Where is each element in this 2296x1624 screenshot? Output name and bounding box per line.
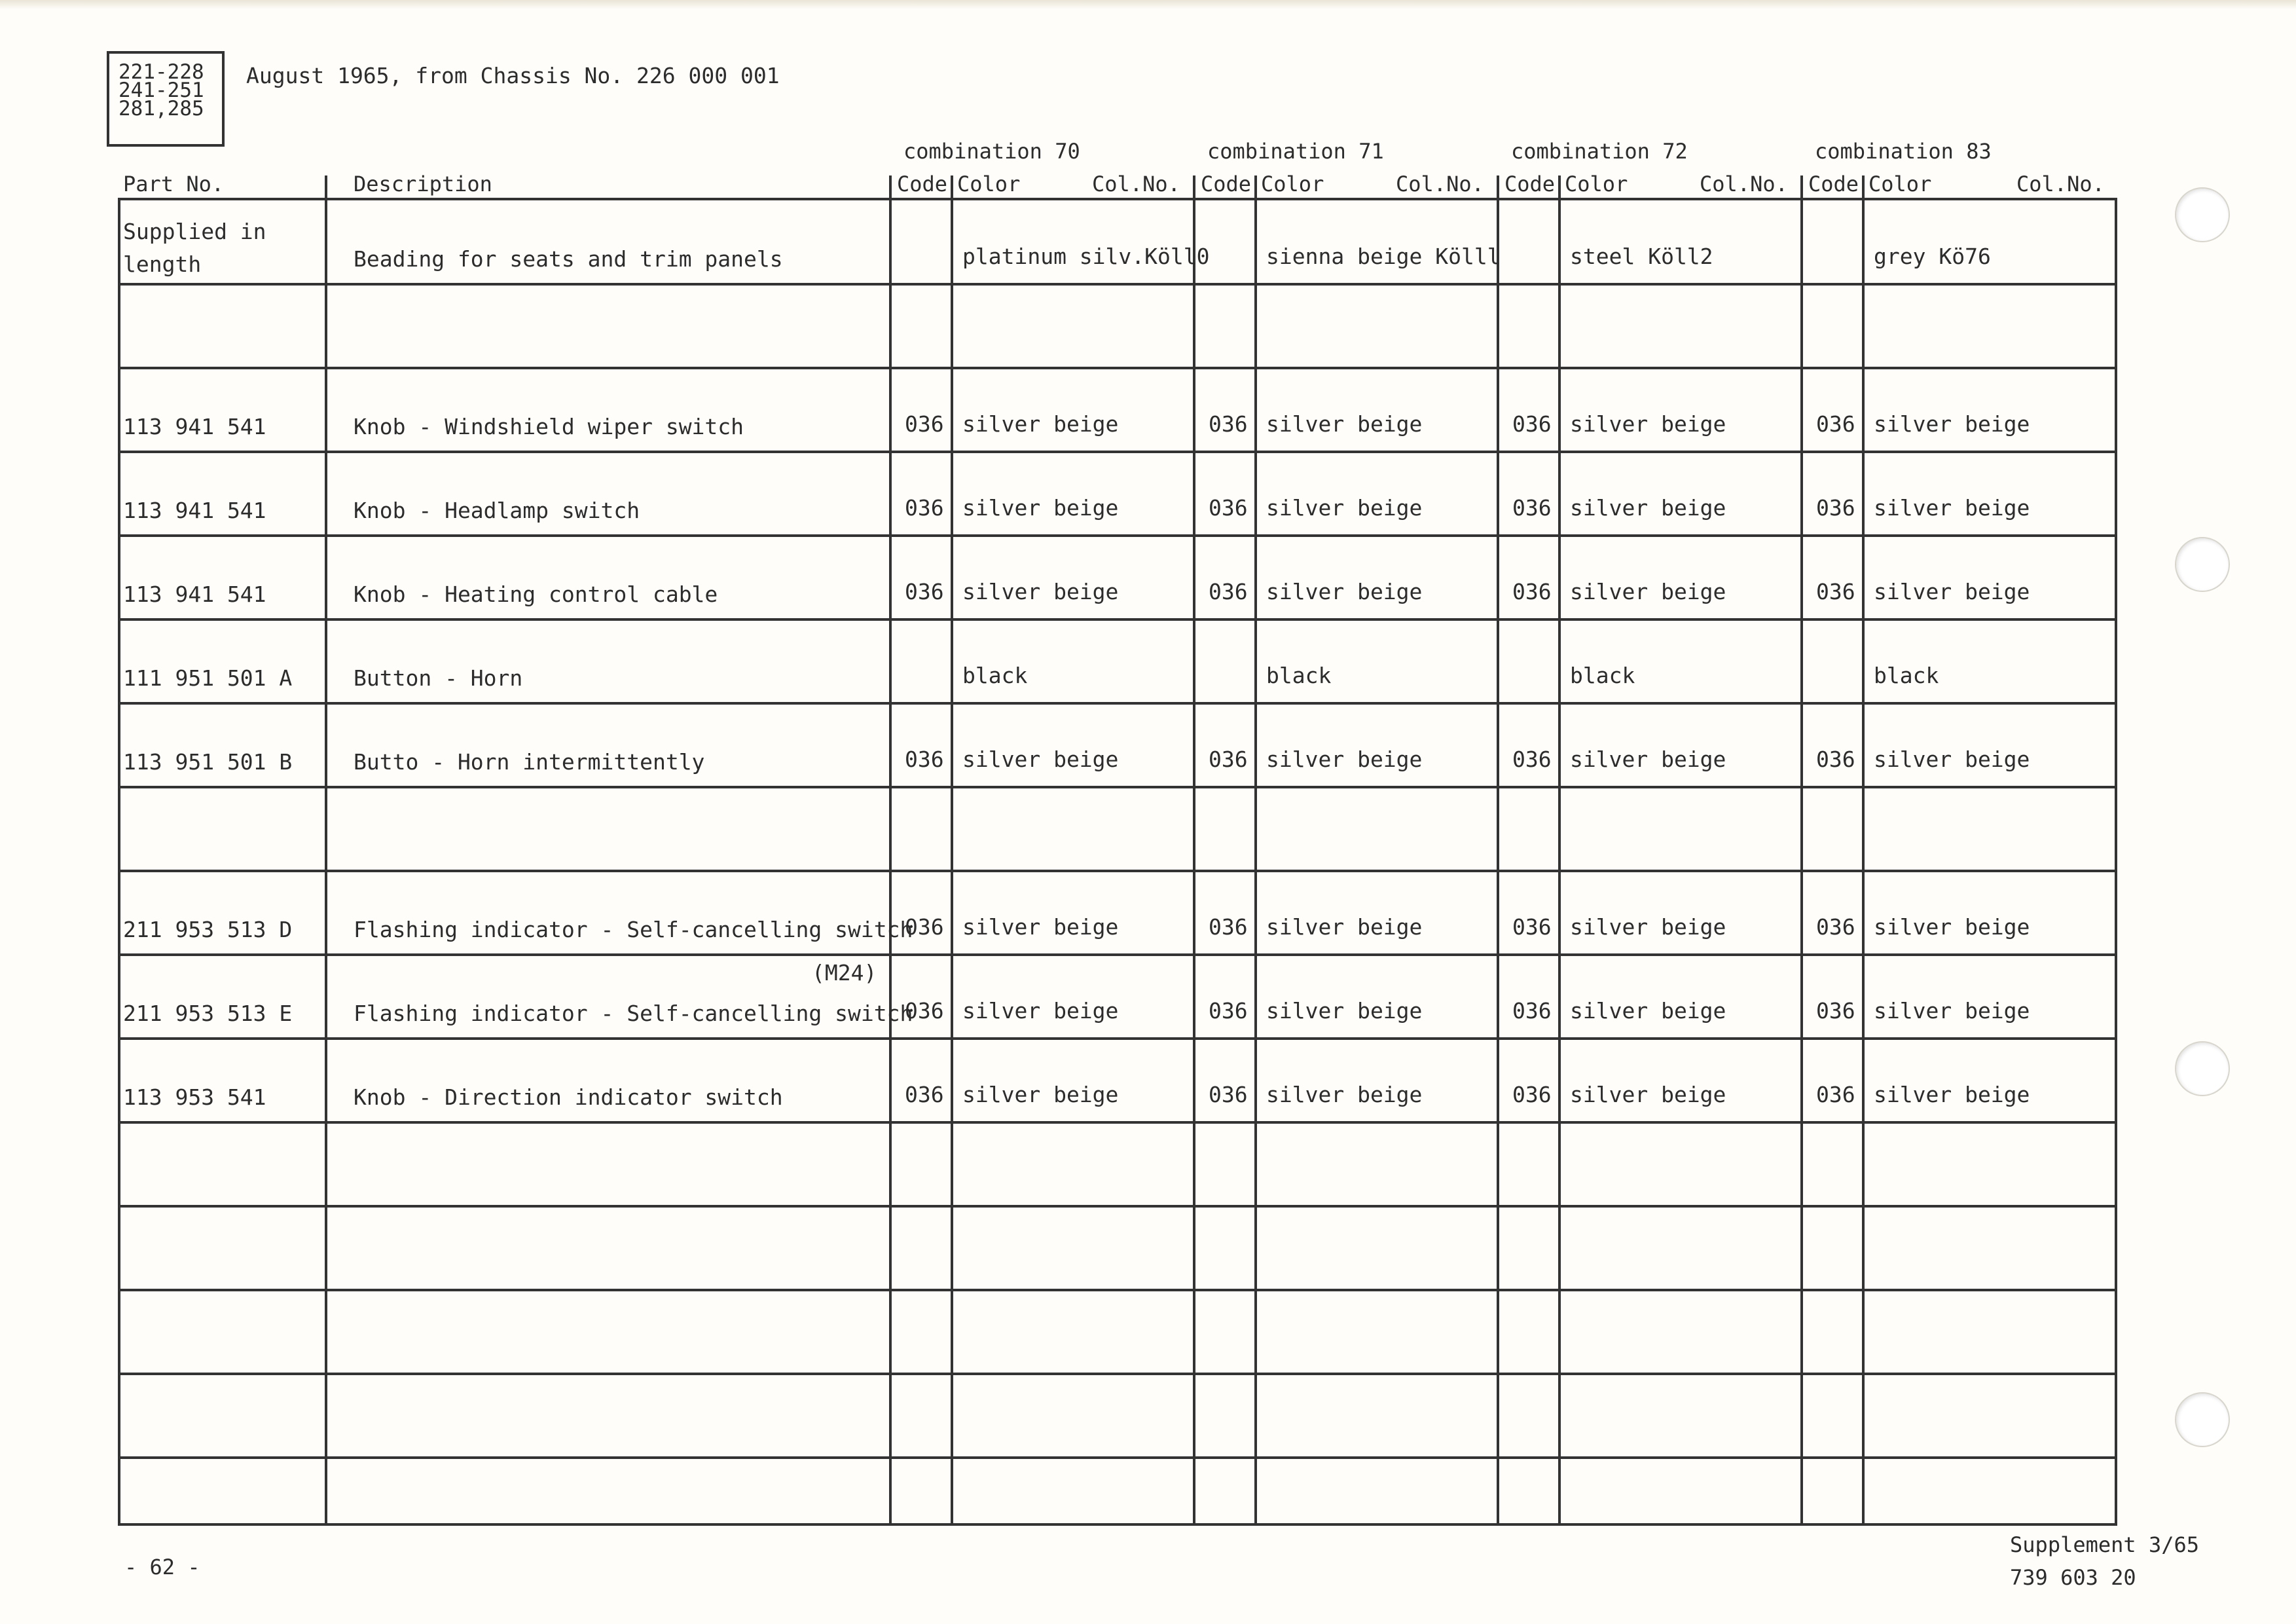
column-divider [1254, 175, 1257, 1526]
row-divider [118, 870, 2117, 872]
color-name: black [1874, 663, 1939, 688]
column-divider [951, 175, 953, 1526]
color-code: 036 [1209, 1082, 1248, 1107]
colno-heading: Col.No. [1092, 172, 1180, 196]
color-code: 036 [1816, 411, 1855, 437]
color-code: 036 [1816, 998, 1855, 1024]
color-name: grey Kö76 [1874, 244, 1991, 269]
color-name: silver beige [1266, 1082, 1423, 1107]
color-name: silver beige [1570, 1082, 1726, 1107]
color-name: silver beige [1570, 747, 1726, 772]
description: Butto - Horn intermittently [354, 749, 705, 775]
model-range-box [107, 51, 225, 147]
color-code: 036 [905, 579, 944, 604]
column-divider [1193, 175, 1195, 1526]
color-code: 036 [1816, 495, 1855, 521]
punch-hole [2175, 187, 2230, 242]
row-divider [118, 1289, 2117, 1291]
color-name: platinum silv.Köll0 [962, 244, 1210, 269]
model-line: 241-251 [118, 79, 204, 102]
part-number: 113 941 541 [123, 414, 266, 439]
color-code: 036 [905, 495, 944, 521]
color-code: 036 [1816, 747, 1855, 772]
part-number: length [123, 251, 202, 277]
row-divider [118, 451, 2117, 453]
color-code: 036 [905, 411, 944, 437]
color-code: 036 [1512, 1082, 1552, 1107]
model-line: 221-228 [118, 60, 204, 84]
color-name: silver beige [1266, 411, 1423, 437]
color-code: 036 [1816, 914, 1855, 940]
code-heading: Code [897, 172, 948, 196]
part-number: 113 951 501 B [123, 749, 293, 775]
part-number: 111 951 501 A [123, 665, 293, 691]
color-code: 036 [905, 998, 944, 1024]
description: Flashing indicator - Self-cancelling switch [354, 917, 913, 942]
color-name: silver beige [1874, 495, 2030, 521]
color-name: silver beige [1874, 914, 2030, 940]
description: Knob - Heating control cable [354, 581, 718, 607]
column-divider [1558, 175, 1561, 1526]
color-name: silver beige [1874, 579, 2030, 604]
color-name: silver beige [1874, 411, 2030, 437]
validity-header: August 1965, from Chassis No. 226 000 001 [246, 63, 780, 88]
color-code: 036 [905, 914, 944, 940]
document-number: 739 603 20 [2010, 1565, 2136, 1590]
color-code: 036 [1512, 411, 1552, 437]
code-heading: Code [1504, 172, 1556, 196]
row-divider [118, 702, 2117, 705]
part-number: 113 941 541 [123, 581, 266, 607]
color-name: silver beige [1874, 998, 2030, 1024]
combination-title: combination 71 [1207, 139, 1384, 164]
color-code: 036 [1816, 579, 1855, 604]
column-divider [325, 175, 327, 1526]
colno-heading: Col.No. [2016, 172, 2105, 196]
color-name: black [962, 663, 1028, 688]
color-name: silver beige [1874, 1082, 2030, 1107]
row-divider [118, 1373, 2117, 1375]
color-code: 036 [1512, 579, 1552, 604]
color-name: silver beige [962, 747, 1119, 772]
color-name: silver beige [1570, 411, 1726, 437]
colno-heading: Col.No. [1396, 172, 1484, 196]
combination-title: combination 70 [903, 139, 1080, 164]
color-code: 036 [905, 747, 944, 772]
page-number: - 62 - [124, 1555, 200, 1579]
header-underline [118, 198, 2117, 200]
row-divider [118, 618, 2117, 621]
color-heading: Color [1565, 172, 1628, 196]
color-code: 036 [1209, 914, 1248, 940]
color-name: black [1266, 663, 1332, 688]
combination-title: combination 72 [1511, 139, 1688, 164]
color-name: silver beige [962, 411, 1119, 437]
color-code: 036 [1512, 914, 1552, 940]
color-name: sienna beige Kölll [1266, 244, 1501, 269]
color-name: silver beige [1570, 495, 1726, 521]
row-divider [118, 1121, 2117, 1124]
color-code: 036 [1512, 495, 1552, 521]
color-name: silver beige [1570, 579, 1726, 604]
combination-title: combination 83 [1815, 139, 1992, 164]
row-divider [118, 283, 2117, 286]
part-number: Supplied in [123, 219, 266, 244]
color-code: 036 [1512, 998, 1552, 1024]
row-divider [118, 1037, 2117, 1040]
punch-hole [2175, 1041, 2230, 1096]
model-line: 281,285 [118, 97, 204, 120]
color-name: silver beige [1266, 579, 1423, 604]
color-name: steel Köll2 [1570, 244, 1713, 269]
part-number: 113 941 541 [123, 498, 266, 523]
color-name: silver beige [962, 914, 1119, 940]
color-code: 036 [1209, 495, 1248, 521]
color-heading: Color [1261, 172, 1324, 196]
row-divider [118, 1456, 2117, 1459]
code-heading: Code [1808, 172, 1859, 196]
row-divider [118, 367, 2117, 369]
row-divider [118, 1205, 2117, 1208]
description-heading: Description [354, 172, 492, 196]
color-name: silver beige [1266, 914, 1423, 940]
color-name: black [1570, 663, 1635, 688]
row-divider [118, 534, 2117, 537]
description: Knob - Windshield wiper switch [354, 414, 744, 439]
description: Knob - Direction indicator switch [354, 1084, 783, 1110]
parts-table [118, 198, 2117, 1526]
color-name: silver beige [1570, 914, 1726, 940]
punch-hole [2175, 537, 2230, 592]
color-code: 036 [1209, 747, 1248, 772]
column-divider [1800, 175, 1803, 1526]
color-code: 036 [1209, 411, 1248, 437]
colno-heading: Col.No. [1700, 172, 1788, 196]
part-number: 113 953 541 [123, 1084, 266, 1110]
code-heading: Code [1201, 172, 1252, 196]
part-number: 211 953 513 D [123, 917, 293, 942]
description: Button - Horn [354, 665, 523, 691]
column-divider [889, 175, 892, 1526]
color-name: silver beige [962, 579, 1119, 604]
color-name: silver beige [1874, 747, 2030, 772]
color-heading: Color [1868, 172, 1932, 196]
model-note: (M24) [812, 960, 877, 986]
color-name: silver beige [1570, 998, 1726, 1024]
color-name: silver beige [1266, 998, 1423, 1024]
color-name: silver beige [1266, 495, 1423, 521]
color-code: 036 [1209, 998, 1248, 1024]
color-code: 036 [1512, 747, 1552, 772]
color-name: silver beige [962, 1082, 1119, 1107]
part-no-heading: Part No. [123, 172, 225, 196]
description: Flashing indicator - Self-cancelling switch [354, 1001, 913, 1026]
color-code: 036 [1816, 1082, 1855, 1107]
description: Beading for seats and trim panels [354, 246, 783, 272]
color-name: silver beige [1266, 747, 1423, 772]
row-divider [118, 953, 2117, 956]
column-divider [1862, 175, 1865, 1526]
page-edge [0, 0, 2296, 9]
color-heading: Color [957, 172, 1021, 196]
row-divider [118, 786, 2117, 788]
column-divider [1497, 175, 1499, 1526]
color-code: 036 [905, 1082, 944, 1107]
supplement-label: Supplement 3/65 [2010, 1532, 2199, 1557]
color-name: silver beige [962, 998, 1119, 1024]
color-name: silver beige [962, 495, 1119, 521]
supplement-info [2010, 1528, 2199, 1594]
part-number: 211 953 513 E [123, 1001, 293, 1026]
color-code: 036 [1209, 579, 1248, 604]
punch-hole [2175, 1392, 2230, 1447]
description: Knob - Headlamp switch [354, 498, 640, 523]
